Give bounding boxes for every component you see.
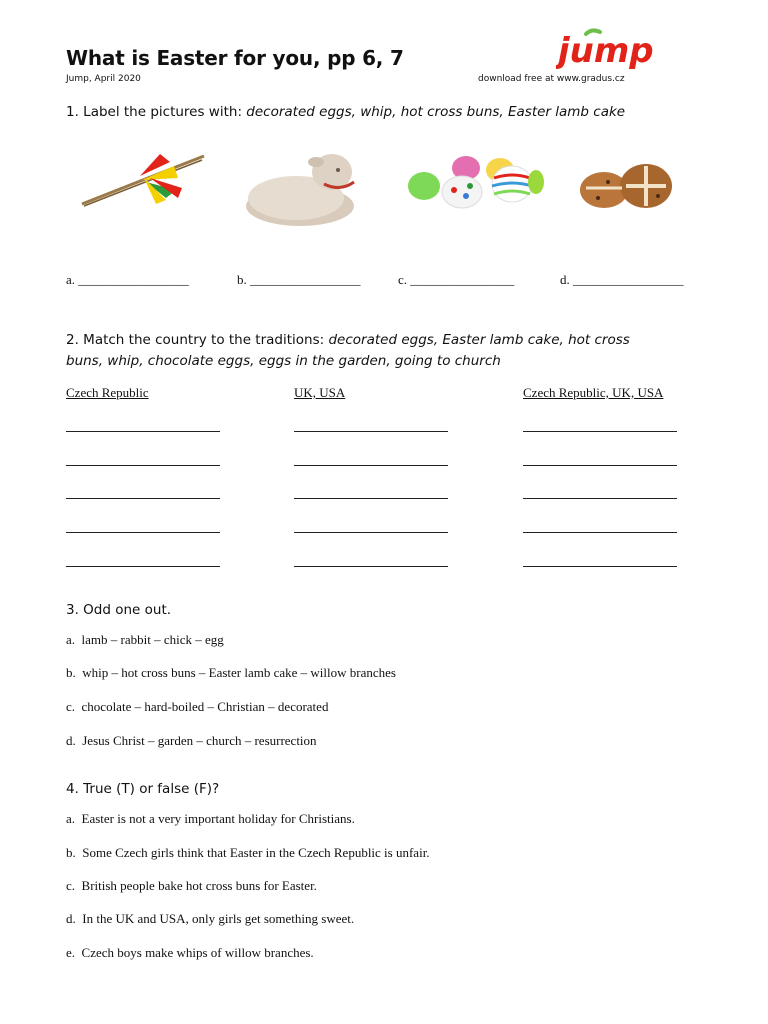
q1-blank-a[interactable]: a. _________________ [66,272,189,287]
q2-column-czech: Czech Republic [66,385,149,400]
whip-icon [78,148,208,208]
list-item: a. Easter is not a very important holiday for Christians. [66,811,355,826]
list-item: e. Czech boys make whips of willow branches. [66,945,314,960]
list-item: c. British people bake hot cross buns for Easter. [66,878,317,893]
page-subtitle: Jump, April 2020 [66,74,141,84]
jump-logo [556,28,658,72]
q1-blank-d[interactable]: d. _________________ [560,272,684,287]
answer-line[interactable] [66,532,220,533]
list-item: b. Some Czech girls think that Easter in the Czech Republic is unfair. [66,845,430,860]
answer-line[interactable] [294,431,448,432]
q4-heading: 4. True (T) or false (F)? [66,781,220,797]
answer-line[interactable] [66,465,220,466]
svg-text:jump: jump [558,31,654,71]
q3-heading: 3. Odd one out. [66,602,172,618]
lamb-cake-icon [244,148,364,230]
answer-line[interactable] [66,498,220,499]
q2-column-uk-usa: UK, USA [294,385,346,400]
answer-line[interactable] [523,498,677,499]
list-item: c. chocolate – hard-boiled – Christian – decorated [66,699,329,714]
list-item: d. Jesus Christ – garden – church – resurrection [66,733,317,748]
list-item: d. In the UK and USA, only girls get something sweet. [66,911,355,926]
answer-line[interactable] [523,566,677,567]
answer-line[interactable] [294,498,448,499]
answer-line[interactable] [66,431,220,432]
answer-line[interactable] [294,465,448,466]
answer-line[interactable] [294,532,448,533]
decorated-eggs-icon [404,150,544,212]
page-title: What is Easter for you, pp 6, 7 [66,46,404,70]
q2-column-all: Czech Republic, UK, USA [523,385,664,400]
answer-line[interactable] [66,566,220,567]
q1-blank-b[interactable]: b. _________________ [237,272,361,287]
answer-line[interactable] [523,431,677,432]
answer-line[interactable] [294,566,448,567]
list-item: a. lamb – rabbit – chick – egg [66,632,224,647]
q2-heading: 2. Match the country to the traditions: decorated eggs, Easter lamb cake, hot cross buns, whip, chocolate eggs, eggs in the garden, going to church [66,332,630,369]
answer-line[interactable] [523,465,677,466]
q1-heading: 1. Label the pictures with: decorated eggs, whip, hot cross buns, Easter lamb cake [66,104,626,120]
answer-line[interactable] [523,532,677,533]
list-item: b. whip – hot cross buns – Easter lamb cake – willow branches [66,665,396,680]
download-note: download free at www.gradus.cz [478,74,625,84]
hot-cross-buns-icon [578,156,674,214]
q1-blank-c[interactable]: c. ________________ [398,272,515,287]
